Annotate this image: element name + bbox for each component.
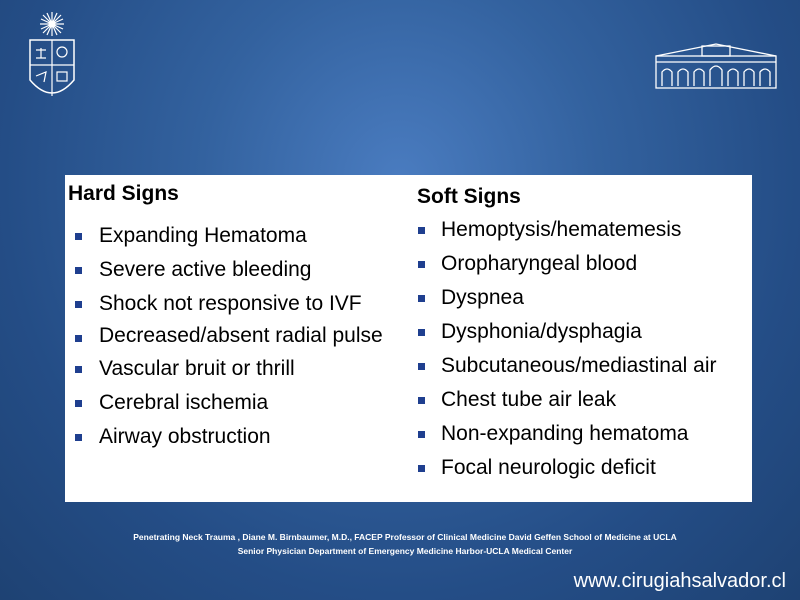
hospital-building-icon xyxy=(654,42,778,90)
bullet-icon xyxy=(418,227,425,234)
bullet-icon xyxy=(418,363,425,370)
list-item: Subcutaneous/mediastinal air xyxy=(415,349,761,382)
bullet-icon xyxy=(418,295,425,302)
bullet-icon xyxy=(75,233,82,240)
list-item: Shock not responsive to IVF xyxy=(65,287,399,320)
signs-table xyxy=(65,175,752,502)
bullet-icon xyxy=(418,329,425,336)
list-item: Non-expanding hematoma xyxy=(415,417,761,450)
list-item: Chest tube air leak xyxy=(415,383,761,416)
hard-signs-list xyxy=(65,219,399,454)
list-item: Decreased/absent radial pulse xyxy=(65,321,399,351)
list-item: Dyspnea xyxy=(415,281,761,314)
hard-signs-title: Hard Signs xyxy=(68,182,179,205)
list-item: Dysphonia/dysphagia xyxy=(415,315,761,348)
list-item: Hemoptysis/hematemesis xyxy=(415,213,761,246)
bullet-icon xyxy=(418,397,425,404)
bullet-icon xyxy=(75,301,82,308)
bullet-icon xyxy=(418,431,425,438)
citation-line-1: Penetrating Neck Trauma , Diane M. Birnbaumer, M.D., FACEP Professor of Clinical Medicine David Geffen School of Medicine at UCLA xyxy=(133,532,677,542)
website-url: www.cirugiahsalvador.cl xyxy=(573,570,786,592)
list-item: Expanding Hematoma xyxy=(65,219,399,252)
list-item: Focal neurologic deficit xyxy=(415,451,761,484)
university-crest-icon xyxy=(26,10,78,110)
bullet-icon xyxy=(418,261,425,268)
bullet-icon xyxy=(75,434,82,441)
bullet-icon xyxy=(75,366,82,373)
list-item: Airway obstruction xyxy=(65,420,399,453)
bullet-icon xyxy=(75,335,82,342)
soft-signs-title: Soft Signs xyxy=(417,185,521,208)
list-item: Cerebral ischemia xyxy=(65,386,399,419)
bullet-icon xyxy=(418,465,425,472)
bullet-icon xyxy=(75,400,82,407)
soft-signs-list xyxy=(415,213,761,485)
list-item: Severe active bleeding xyxy=(65,253,399,286)
bullet-icon xyxy=(75,267,82,274)
citation-line-2: Senior Physician Department of Emergency Medicine Harbor-UCLA Medical Center xyxy=(237,546,573,556)
list-item: Oropharyngeal blood xyxy=(415,247,761,280)
citation-footer xyxy=(60,530,750,558)
list-item: Vascular bruit or thrill xyxy=(65,352,399,385)
